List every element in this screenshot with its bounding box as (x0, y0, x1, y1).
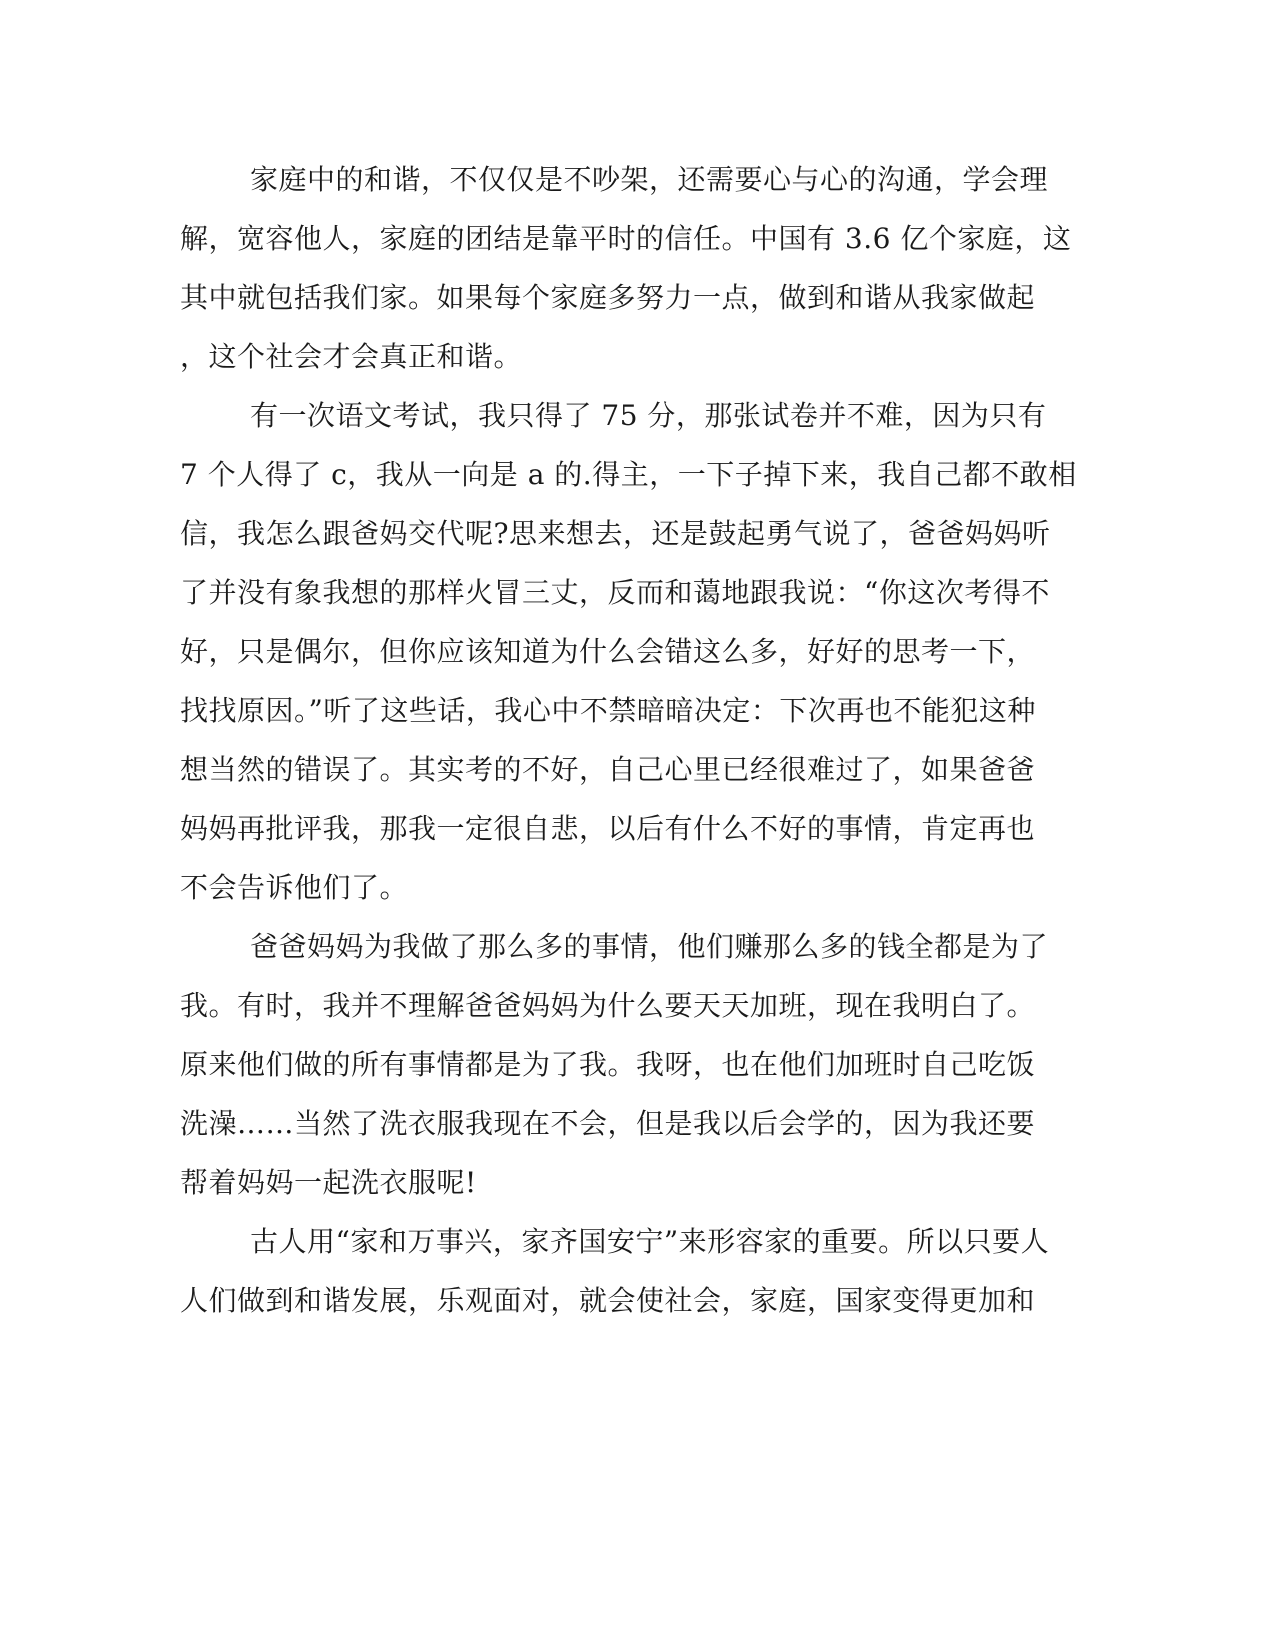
text-line: 爸爸妈妈为我做了那么多的事情，他们赚那么多的钱全都是为了 (250, 930, 1049, 963)
text-line: 找找原因。”听了这些话，我心中不禁暗暗决定：下次再也不能犯这种 (180, 694, 1036, 727)
text-line: 7 个人得了 c，我从一向是 a 的.得主，一下子掉下来，我自己都不敢相 (180, 458, 1077, 491)
text-line: 家庭中的和谐，不仅仅是不吵架，还需要心与心的沟通，学会理 (250, 163, 1049, 196)
text-line: 好，只是偶尔，但你应该知道为什么会错这么多，好好的思考一下， (180, 635, 1036, 668)
text-line: 原来他们做的所有事情都是为了我。我呀，也在他们加班时自己吃饭 (180, 1048, 1036, 1081)
text-line: 了并没有象我想的那样火冒三丈，反而和蔼地跟我说：“你这次考得不 (180, 576, 1050, 609)
text-line: 解，宽容他人，家庭的团结是靠平时的信任。中国有 3.6 亿个家庭，这 (180, 222, 1072, 255)
text-line: 洗澡……当然了洗衣服我现在不会，但是我以后会学的，因为我还要 (180, 1107, 1036, 1140)
text-line: 其中就包括我们家。如果每个家庭多努力一点，做到和谐从我家做起 (180, 281, 1036, 314)
text-line: 妈妈再批评我，那我一定很自悲，以后有什么不好的事情，肯定再也 (180, 812, 1036, 845)
text-line: 帮着妈妈一起洗衣服呢! (180, 1166, 477, 1199)
text-line: 人们做到和谐发展，乐观面对，就会使社会，家庭，国家变得更加和 (180, 1284, 1036, 1317)
text-line: 我。有时，我并不理解爸爸妈妈为什么要天天加班，现在我明白了。 (180, 989, 1036, 1022)
text-line: 想当然的错误了。其实考的不好，自己心里已经很难过了，如果爸爸 (180, 753, 1036, 786)
text-line: 古人用“家和万事兴，家齐国安宁”来形容家的重要。所以只要人 (250, 1225, 1050, 1258)
text-line: 信，我怎么跟爸妈交代呢?思来想去，还是鼓起勇气说了，爸爸妈妈听 (180, 517, 1051, 550)
text-line: 不会告诉他们了。 (180, 871, 409, 904)
text-line: 有一次语文考试，我只得了 75 分，那张试卷并不难，因为只有 (250, 399, 1047, 432)
text-line: ，这个社会才会真正和谐。 (180, 340, 523, 373)
